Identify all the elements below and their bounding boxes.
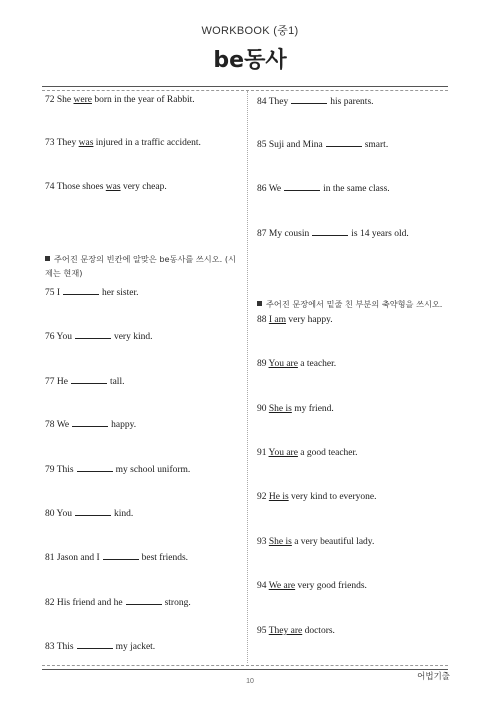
item-number: 84 (257, 97, 267, 107)
item-text-post: my friend. (291, 404, 334, 414)
bullet-square-icon (45, 256, 50, 261)
item-text-pre: This (56, 465, 74, 475)
item-text-post: in the same class. (323, 184, 390, 194)
item-text-post: very happy. (286, 315, 333, 325)
contraction-item (257, 626, 335, 636)
item-text-post: tall. (109, 377, 125, 387)
item-text-pre: He (56, 377, 68, 387)
item-number: 77 (45, 377, 55, 387)
underlined-phrase: I am (268, 315, 287, 325)
answer-blank[interactable] (291, 95, 327, 104)
item-number: 83 (45, 642, 55, 652)
item-number: 88 (257, 315, 267, 325)
underlined-phrase: You are (268, 359, 298, 369)
item-number: 72 (45, 95, 55, 105)
fill-blank-item (45, 463, 190, 475)
item-text-pre: They (268, 97, 289, 107)
fill-blank-item (257, 182, 390, 194)
answer-blank[interactable] (284, 182, 320, 191)
item-text-pre: This (56, 642, 74, 652)
instruction (257, 297, 453, 311)
underlined-phrase: They are (268, 626, 303, 636)
item-number: 85 (257, 140, 267, 150)
item-text-post: very good friends. (295, 581, 367, 591)
answer-blank[interactable] (77, 640, 113, 649)
fill-blank-item (257, 138, 388, 150)
item-number: 92 (257, 492, 267, 502)
item-text-post: strong. (164, 598, 191, 608)
item-number: 76 (45, 332, 55, 342)
item-text-post: happy. (111, 420, 137, 430)
item-text-post: a teacher. (297, 359, 337, 369)
item-text-post: a good teacher. (297, 448, 358, 458)
item-text-post: doctors. (302, 626, 335, 636)
instruction-text: 주어진 문장에서 밑줄 친 부분의 축약형을 쓰시오. (266, 299, 443, 309)
item-text-pre: You (56, 332, 72, 342)
item-number: 73 (45, 138, 55, 148)
answer-blank[interactable] (77, 463, 113, 472)
underlined-word: was (105, 182, 121, 192)
item-text-pre: Jason and I (56, 553, 100, 563)
item-text-post: is 14 years old. (351, 229, 409, 239)
item-number: 75 (45, 288, 55, 298)
item-number: 82 (45, 598, 55, 608)
contraction-item (257, 537, 374, 547)
item-text-post: kind. (113, 509, 134, 519)
fill-blank-item (257, 95, 374, 107)
item-number: 94 (257, 581, 267, 591)
item-text-pre: She (56, 95, 74, 105)
contraction-item (257, 448, 358, 458)
underlined-phrase: You are (268, 448, 298, 458)
item-text-post: born in the year of Rabbit. (91, 95, 195, 105)
item-text-pre: They (56, 138, 79, 148)
page-title: be동사 (213, 48, 287, 73)
fill-blank-item (257, 227, 409, 239)
underlined-phrase: She is (268, 404, 292, 414)
fill-blank-item (45, 507, 133, 519)
top-rule (42, 86, 448, 91)
item-text-pre: We (268, 184, 282, 194)
fill-blank-item (45, 375, 124, 387)
item-number: 95 (257, 626, 267, 636)
answer-blank[interactable] (75, 507, 111, 516)
item-text-pre: Those shoes (56, 182, 106, 192)
item-text-post: very cheap. (120, 182, 167, 192)
workbook-subtitle: WORKBOOK (중1) (201, 25, 299, 37)
item-number: 81 (45, 553, 55, 563)
item-text-pre: His friend and he (56, 598, 123, 608)
item-text-post: a very beautiful lady. (291, 537, 375, 547)
underlined-word: were (73, 95, 92, 105)
item-text-post: smart. (364, 140, 389, 150)
answer-blank[interactable] (72, 418, 108, 427)
item-text-post: his parents. (330, 97, 374, 107)
item-number: 74 (45, 182, 55, 192)
answer-blank[interactable] (71, 375, 107, 384)
item-text-post: her sister. (102, 288, 139, 298)
item-number: 93 (257, 537, 267, 547)
contraction-item (257, 315, 333, 325)
item-number: 89 (257, 359, 267, 369)
fill-blank-item (45, 330, 152, 342)
instruction-text: 주어진 문장의 빈칸에 알맞은 be동사를 쓰시오. (시제는 현재) (45, 254, 236, 278)
underlined-phrase: We are (268, 581, 296, 591)
answer-blank[interactable] (312, 227, 348, 236)
item-number: 79 (45, 465, 55, 475)
fill-blank-item (45, 286, 138, 298)
answer-blank[interactable] (63, 286, 99, 295)
item-number: 78 (45, 420, 55, 430)
footer-brand: 어법기출 (417, 672, 450, 682)
fill-blank-item (45, 596, 191, 608)
exercise-item (45, 138, 201, 148)
exercise-item (45, 95, 195, 105)
answer-blank[interactable] (103, 551, 139, 560)
item-text-post: very kind. (113, 332, 153, 342)
underlined-phrase: He is (268, 492, 289, 502)
column-divider (247, 91, 248, 663)
answer-blank[interactable] (75, 330, 111, 339)
item-text-pre: Suji and Mina (268, 140, 323, 150)
page-number: 10 (246, 678, 254, 685)
item-text-post: injured in a traffic accident. (93, 138, 201, 148)
bottom-rule (42, 665, 448, 670)
item-text-post: very kind to everyone. (288, 492, 377, 502)
underlined-phrase: She is (268, 537, 292, 547)
fill-blank-item (45, 418, 136, 430)
item-text-pre: My cousin (268, 229, 310, 239)
contraction-item (257, 492, 377, 502)
item-text-post: my school uniform. (115, 465, 191, 475)
item-text-pre: We (56, 420, 70, 430)
item-number: 87 (257, 229, 267, 239)
item-number: 80 (45, 509, 55, 519)
bullet-square-icon (257, 301, 262, 306)
contraction-item (257, 404, 334, 414)
item-text-pre: You (56, 509, 72, 519)
contraction-item (257, 581, 367, 591)
instruction (45, 252, 241, 280)
item-number: 90 (257, 404, 267, 414)
underlined-word: was (78, 138, 94, 148)
fill-blank-item (45, 551, 188, 563)
item-text-post: best friends. (141, 553, 189, 563)
fill-blank-item (45, 640, 155, 652)
answer-blank[interactable] (126, 596, 162, 605)
item-number: 86 (257, 184, 267, 194)
exercise-item (45, 182, 167, 192)
contraction-item (257, 359, 336, 369)
item-text-pre: I (56, 288, 61, 298)
item-text-post: my jacket. (115, 642, 156, 652)
item-number: 91 (257, 448, 267, 458)
answer-blank[interactable] (326, 138, 362, 147)
